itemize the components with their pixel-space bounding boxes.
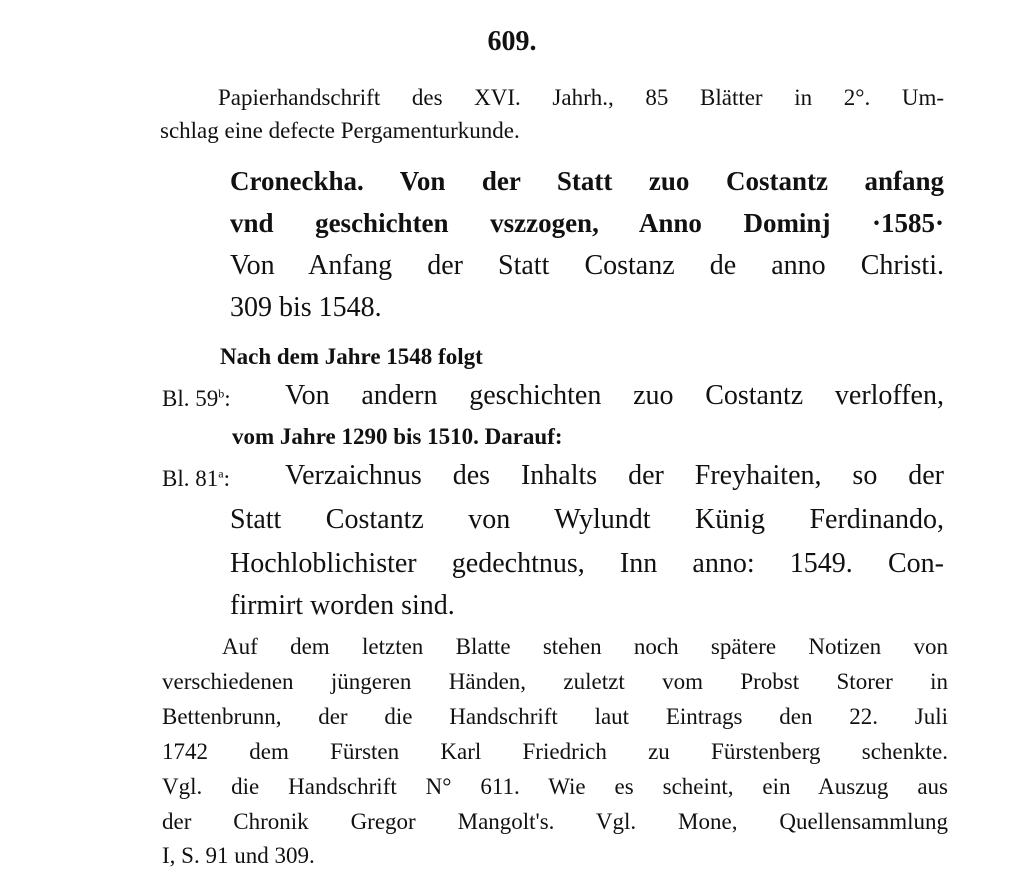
intro-line-1: Papierhandschrift des XVI. Jahrh., 85 Blätter in 2°. Um- <box>218 85 944 110</box>
page-number: 609. <box>487 26 537 57</box>
entry-59-ref-prefix: Bl. 59 <box>162 386 219 411</box>
entry-59-ref-suffix: : <box>224 386 231 411</box>
intro-line-2: schlag eine defecte Pergamenturkunde. <box>160 118 520 143</box>
notes-line-3: Bettenbrunn, der die Handschrift laut Eintrags den 22. Juli <box>162 704 948 729</box>
notes-line-7: I, S. 91 und 309. <box>162 843 315 868</box>
entry-81-ref-suffix: : <box>223 466 230 491</box>
entry-81-ref-prefix: Bl. 81 <box>162 466 219 491</box>
entry-81-line-4: firmirt worden sind. <box>230 590 455 621</box>
notes-line-2: verschiedenen jüngeren Händen, zuletzt vom Probst Storer in <box>162 669 948 694</box>
title-line-2: vnd geschichten vszzogen, Anno Dominj ·1585· <box>230 208 944 238</box>
notes-line-5: Vgl. die Handschrift N° 611. Wie es scheint, ein Auszug aus <box>162 774 948 799</box>
title-line-3: Von Anfang der Statt Costanz de anno Christi. <box>230 250 944 281</box>
entry-59-ref-sup: b <box>218 386 225 401</box>
notes-line-6: der Chronik Gregor Mangolt's. Vgl. Mone, Quellensammlung <box>162 809 948 834</box>
notes-line-1: Auf dem letzten Blatte stehen noch spätere Notizen von <box>222 634 948 659</box>
entry-59-line-2: vom Jahre 1290 bis 1510. Darauf: <box>232 424 563 449</box>
entry-81-line-1: Verzaichnus des Inhalts der Freyhaiten, so der <box>285 460 944 491</box>
notes-line-4: 1742 dem Fürsten Karl Friedrich zu Fürstenberg schenkte. <box>162 739 948 764</box>
entry-81-line-2: Statt Costantz von Wylundt Künig Ferdinando, <box>230 504 944 535</box>
entry-81-ref-sup: a <box>218 466 224 481</box>
entry-81-line-3: Hochloblichister gedechtnus, Inn anno: 1549. Con- <box>230 548 944 579</box>
title-line-1: Croneckha. Von der Statt zuo Costantz anfang <box>230 166 944 196</box>
entry-59-ref <box>162 386 231 412</box>
entry-81-ref <box>162 466 230 492</box>
after-1548-line: Nach dem Jahre 1548 folgt <box>220 344 483 369</box>
entry-59-line-1: Von andern geschichten zuo Costantz verloffen, <box>285 380 944 411</box>
title-line-4: 309 bis 1548. <box>230 292 382 323</box>
